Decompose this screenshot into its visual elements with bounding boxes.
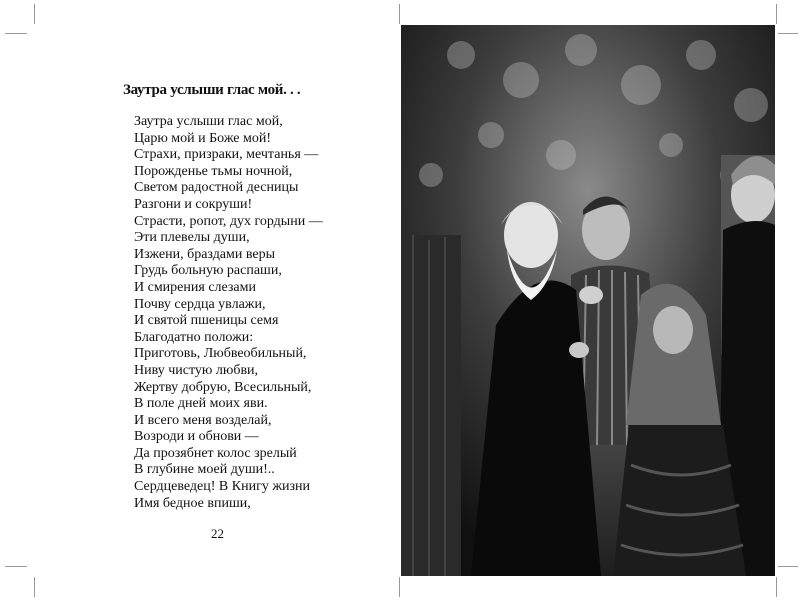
poem-line: Эти плевелы души, — [134, 230, 250, 246]
page-number: 22 — [211, 526, 224, 541]
poem-line: Светом радостной десницы — [134, 180, 299, 196]
crop-mark — [778, 33, 798, 34]
poem-line: В поле дней моих яви. — [134, 396, 268, 412]
poem-line: И смирения слезами — [134, 279, 256, 295]
crop-mark — [34, 4, 35, 24]
poem-line: Ниву чистую любви, — [134, 362, 259, 378]
poem-line: Почву сердца увлажи, — [134, 296, 266, 312]
crop-mark — [776, 4, 777, 24]
poem-line: Страсти, ропот, дух гордыни — — [134, 213, 323, 229]
poem-line: Благодатно положи: — [134, 329, 254, 345]
poem-line: Царю мой и Боже мой! — [134, 130, 272, 146]
crop-mark — [5, 566, 27, 567]
crop-mark — [778, 566, 798, 567]
crop-mark — [5, 33, 27, 34]
poem-line: Страхи, призраки, мечтанья — — [134, 147, 319, 163]
crop-mark — [776, 577, 777, 597]
poem-line: Имя бедное впиши, — [134, 495, 251, 511]
poem-line: Да прозябнет колос зрелый — [134, 445, 297, 461]
poem-line: И святой пшеницы семя — [134, 313, 279, 329]
poem-line: Сердцеведец! В Книгу жизни — [134, 479, 310, 495]
poem-line: Жертву добрую, Всесильный, — [134, 379, 312, 395]
poem-line: Приготовь, Любвеобильный, — [134, 346, 307, 362]
poem-text — [134, 114, 323, 512]
poem-line: Заутра услыши глас мой, — [134, 114, 283, 129]
fence — [401, 235, 461, 576]
crop-mark — [34, 577, 35, 597]
poem-line: Порожденье тьмы ночной, — [134, 163, 293, 179]
poem-line: В глубине моей души!.. — [134, 462, 275, 478]
poem-line: Возроди и обнови — — [134, 429, 259, 445]
poem-line: Разгони и сокруши! — [134, 196, 253, 212]
crop-mark — [399, 4, 400, 24]
poem-title: Заутра услыши глас мой. . . — [123, 82, 301, 98]
poem-line: Грудь больную распаши, — [134, 263, 282, 279]
photograph — [401, 25, 775, 576]
photo-illustration — [401, 25, 775, 576]
crop-mark — [399, 577, 400, 597]
poem-line: И всего меня возделай, — [134, 412, 272, 428]
poem-line: Изжени, браздами веры — [134, 246, 276, 262]
